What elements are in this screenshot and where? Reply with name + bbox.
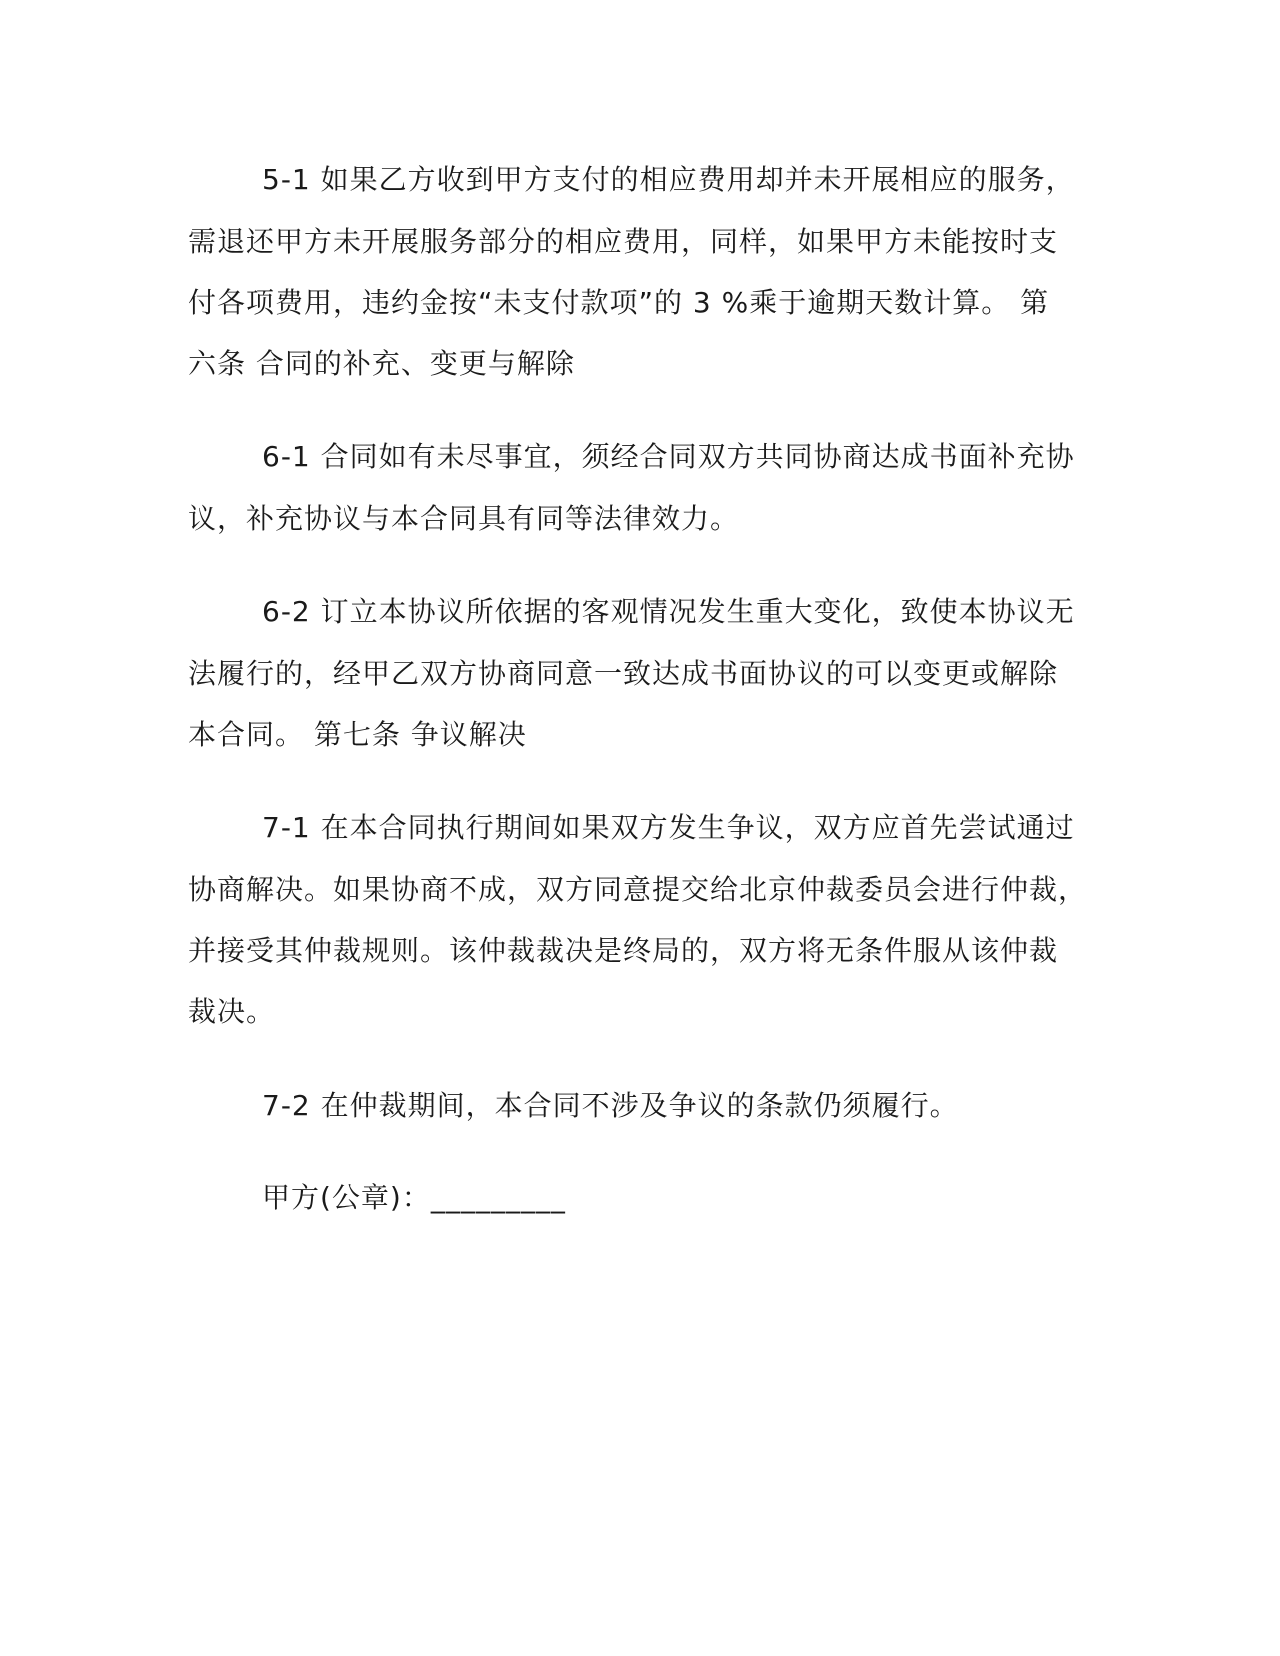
clause-7-2: 7-2 在仲裁期间，本合同不涉及争议的条款仍须履行。 bbox=[262, 1089, 959, 1122]
clause-5-1-line-2: 需退还甲方未开展服务部分的相应费用，同样，如果甲方未能按时支 bbox=[188, 225, 1059, 258]
clause-5-1-line-1: 5-1 如果乙方收到甲方支付的相应费用却并未开展相应的服务， bbox=[262, 163, 1075, 196]
clause-7-1-line-1: 7-1 在本合同执行期间如果双方发生争议，双方应首先尝试通过 bbox=[262, 811, 1075, 844]
clause-7-1-line-3: 并接受其仲裁规则。该仲裁裁决是终局的，双方将无条件服从该仲裁 bbox=[188, 934, 1059, 967]
clause-6-2-line-2: 法履行的，经甲乙双方协商同意一致达成书面协议的可以变更或解除 bbox=[188, 657, 1059, 690]
clause-7-1-line-2: 协商解决。如果协商不成，双方同意提交给北京仲裁委员会进行仲裁， bbox=[188, 873, 1088, 906]
clause-6-1-line-2: 议，补充协议与本合同具有同等法律效力。 bbox=[188, 502, 740, 535]
clause-6-1-line-1: 6-1 合同如有未尽事宜，须经合同双方共同协商达成书面补充协 bbox=[262, 440, 1075, 473]
article-6-heading: 六条 合同的补充、变更与解除 bbox=[188, 347, 575, 380]
clause-7-1-line-4: 裁决。 bbox=[188, 995, 276, 1028]
clause-6-2-line-1: 6-2 订立本协议所依据的客观情况发生重大变化，致使本协议无 bbox=[262, 595, 1075, 628]
clause-6-2-line-3: 本合同。 第七条 争议解决 bbox=[188, 718, 527, 751]
party-a-seal-line: 甲方(公章)：_________ bbox=[262, 1181, 566, 1214]
clause-5-1-line-3: 付各项费用，违约金按“未支付款项”的 3 %乘于逾期天数计算。 第 bbox=[188, 286, 1050, 319]
